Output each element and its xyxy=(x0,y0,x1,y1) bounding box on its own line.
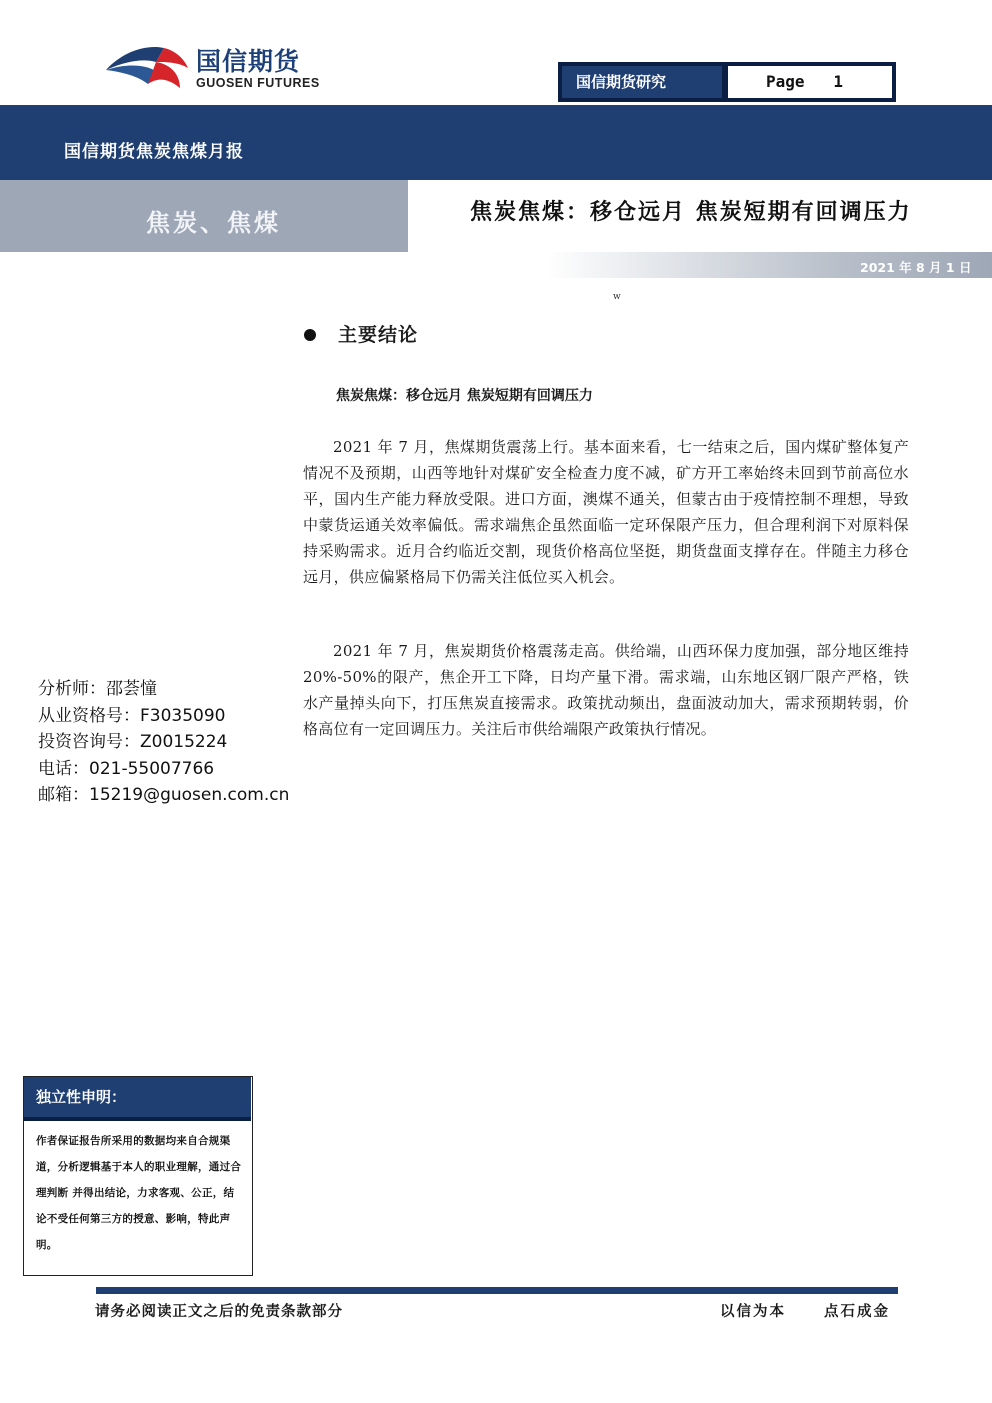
analyst-email: 邮箱：15219@guosen.com.cn xyxy=(38,785,290,805)
paragraph-coke: 2021 年 7 月，焦炭期货价格震荡走高。供给端，山西环保力度加强，部分地区维持 20%-50%的限产，焦企开工下降，日均产量下滑。需求端，山东地区钢厂限产严格，铁水产量掉头向下，打压焦炭直接需求。政策扰动频出，盘面波动加大，需求预期转弱，价格高位有一定回调压力。关注后市供给端限产政策执行情况。 xyxy=(303,642,909,738)
analyst-name: 分析师：邵荟憧 xyxy=(38,679,157,699)
category-label: 焦炭、焦煤 xyxy=(146,209,281,237)
date-band xyxy=(0,252,992,278)
analyst-consult-number: 投资咨询号：Z0015224 xyxy=(38,732,228,752)
footer-disclaimer: 请务必阅读正文之后的免责条款部分 xyxy=(95,1304,343,1320)
header-tag-box xyxy=(558,62,896,102)
footer-motto-1: 以信为本 xyxy=(720,1304,786,1320)
report-title: 焦炭焦煤：移仓远月 焦炭短期有回调压力 xyxy=(470,200,912,225)
company-logo xyxy=(104,40,324,96)
footer-rule xyxy=(96,1287,898,1294)
independence-body: 作者保证报告所采用的数据均来自合规渠道，分析逻辑基于本人的职业理解，通过合理判断 并得出结论，力求客观、公正，结论不受任何第三方的授意、影响，特此声明。 xyxy=(36,1135,242,1251)
paragraph-coking-coal: 2021 年 7 月，焦煤期货震荡上行。基本面来看，七一结束之后，国内煤矿整体复产情况不及预期，山西等地针对煤矿安全检查力度不减，矿方开工率始终未回到节前高位水平，国内生产能力释放受限。进口方面，澳煤不通关，但蒙古由于疫情控制不理想，导致中蒙货运通关效率偏低。需求端焦企虽然面临一定环保限产压力，但合理利润下对原料保持采购需求。近月合约临近交割，现货价格高位坚挺，期货盘面支撑存在。伴随主力移仓远月，供应偏紧格局下仍需关注低位买入机会。 xyxy=(303,438,909,586)
page-number: Page 1 xyxy=(728,66,892,98)
bullet-icon xyxy=(304,329,316,341)
analyst-phone: 电话：021-55007766 xyxy=(38,758,215,779)
guosen-logo-icon xyxy=(104,40,190,96)
independence-heading: 独立性申明： xyxy=(24,1077,251,1121)
report-date: 2021 年 8 月 1 日 xyxy=(860,260,972,275)
independence-statement xyxy=(23,1076,253,1276)
section-heading: 主要结论 xyxy=(338,324,419,346)
stray-mark: w xyxy=(613,292,621,302)
section-subheading: 焦炭焦煤：移仓远月 焦炭短期有回调压力 xyxy=(336,388,593,404)
banner-title: 国信期货焦炭焦煤月报 xyxy=(64,142,244,162)
analyst-info xyxy=(38,676,289,809)
analyst-qualification: 从业资格号：F3035090 xyxy=(38,705,226,726)
footer-motto-2: 点石成金 xyxy=(824,1304,890,1320)
logo-english-name: GUOSEN FUTURES xyxy=(196,76,320,90)
research-label: 国信期货研究 xyxy=(562,66,722,98)
logo-chinese-name: 国信期货 xyxy=(196,47,301,76)
